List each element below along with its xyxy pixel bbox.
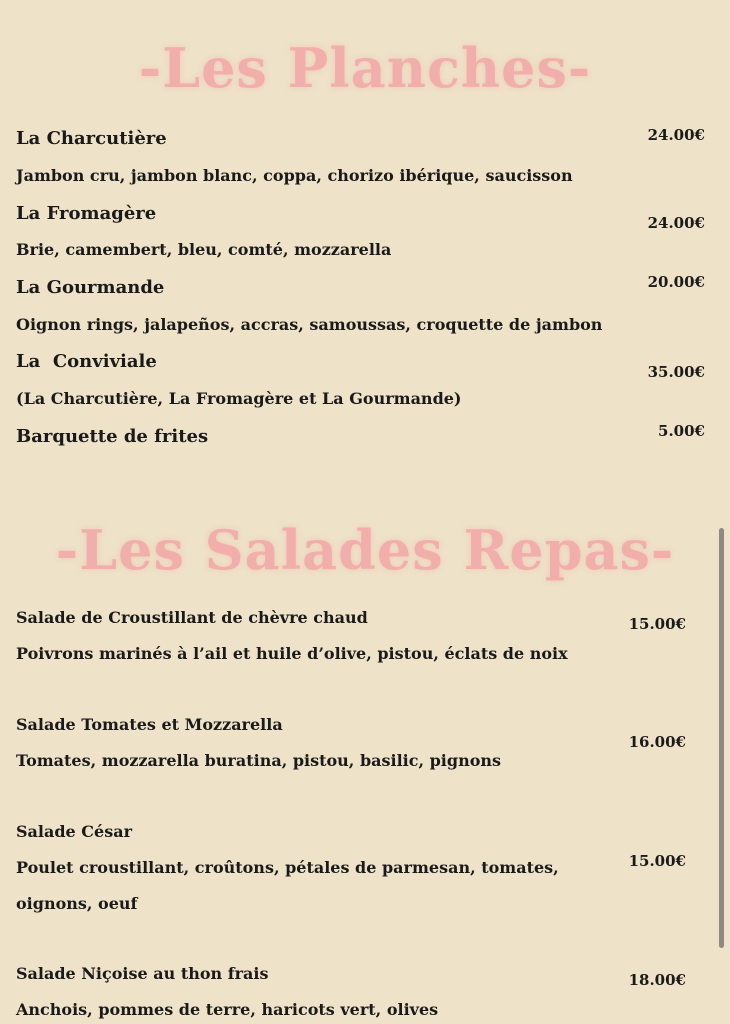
item-price: 24.00€ [647, 126, 705, 144]
item-description: Tomates, mozzarella buratina, pistou, basilic, pignons [16, 751, 502, 770]
item-price: 16.00€ [628, 733, 686, 751]
salades-title: -Les Salades Repas- [55, 518, 675, 582]
item-price: 18.00€ [628, 971, 686, 989]
item-name: La Gourmande [16, 277, 165, 298]
item-name: Salade César [16, 822, 133, 841]
item-price: 15.00€ [628, 615, 686, 633]
item-description-continued: oignons, oeuf [16, 894, 138, 913]
item-description: Oignon rings, jalapeños, accras, samoussas, croquette de jambon [16, 315, 603, 334]
planches-title: -Les Planches- [138, 36, 592, 100]
item-name: Salade de Croustillant de chèvre chaud [16, 608, 368, 627]
item-price: 35.00€ [647, 363, 705, 381]
item-description: Poivrons marinés à l’ail et huile d’olive, pistou, éclats de noix [16, 644, 568, 663]
item-price: 5.00€ [658, 422, 705, 440]
item-price: 15.00€ [628, 852, 686, 870]
item-name: La Conviviale [16, 351, 157, 372]
item-description: Jambon cru, jambon blanc, coppa, chorizo ibérique, saucisson [16, 166, 573, 185]
item-price: 24.00€ [647, 214, 705, 232]
item-name: Barquette de frites [16, 426, 209, 447]
item-description: Anchois, pommes de terre, haricots vert, olives [16, 1000, 439, 1019]
vertical-scrollbar[interactable] [719, 528, 724, 948]
item-name: Salade Niçoise au thon frais [16, 964, 269, 983]
item-name: La Charcutière [16, 128, 167, 149]
item-description: Brie, camembert, bleu, comté, mozzarella [16, 240, 392, 259]
item-price: 20.00€ [647, 273, 705, 291]
item-name: La Fromagère [16, 203, 157, 224]
item-name: Salade Tomates et Mozzarella [16, 715, 283, 734]
item-description: (La Charcutière, La Fromagère et La Gourmande) [16, 389, 462, 408]
item-description: Poulet croustillant, croûtons, pétales de parmesan, tomates, [16, 858, 559, 877]
